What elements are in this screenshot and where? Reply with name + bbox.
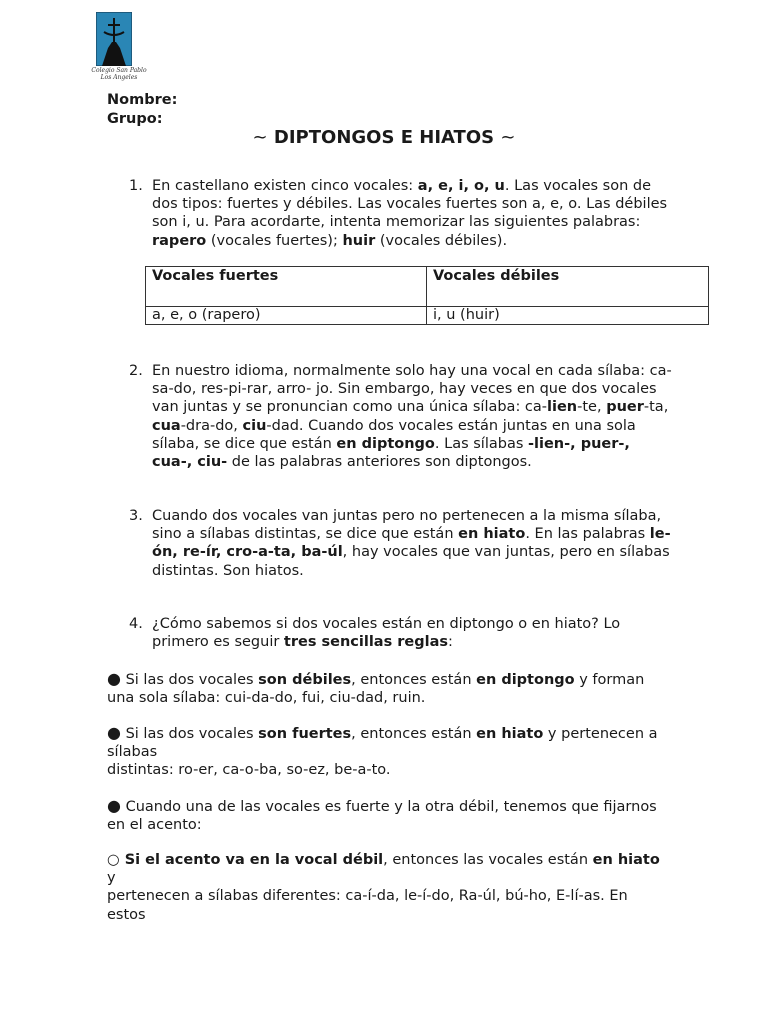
group-label: Grupo: bbox=[107, 111, 163, 127]
page-title bbox=[0, 127, 768, 148]
rule-3: ● Cuando una de las vocales es fuerte y la otra débil, tenemos que fijarnos en el acento: bbox=[107, 796, 657, 834]
rule-1: ● Si las dos vocales son débiles, entonces están en diptongo y forman una sola sílaba: cui-da-do, fui, ciu-dad, ruin. bbox=[107, 669, 645, 707]
logo-caption: Colegio San Pablo Los Angeles bbox=[91, 67, 147, 81]
table-cell-weak: i, u (huir) bbox=[427, 307, 709, 325]
school-logo bbox=[88, 12, 150, 81]
list-item-4: 4. ¿Cómo sabemos si dos vocales están en diptongo o en hiato? Lo primero es seguir tres sencillas reglas: bbox=[129, 616, 621, 651]
vowel-table bbox=[145, 266, 709, 325]
student-header bbox=[107, 91, 177, 129]
name-label: Nombre: bbox=[107, 92, 178, 108]
title-ornament-left: ~ bbox=[252, 127, 268, 148]
table-cell-strong: a, e, o (rapero) bbox=[146, 307, 427, 325]
rule-2: ● Si las dos vocales son fuertes, entonces están en hiato y pertenecen a sílabas distintas: ro-er, ca-o-ba, so-ez, be-a-to. bbox=[107, 723, 658, 779]
school-crest-icon bbox=[96, 12, 132, 66]
list-item-3: 3. Cuando dos vocales van juntas pero no pertenecen a la misma sílaba, sino a sílabas distintas, se dice que están en hiato. En las palabras le-ón, re-ír, cro-a-ta, ba-úl, hay vocales que van juntas, pero en sílabas distintas. Son hiatos. bbox=[129, 508, 671, 579]
sub-rule-1: ○ Si el acento va en la vocal débil, entonces las vocales están en hiato y pertenecen a sílabas diferentes: ca-í-da, le-í-do, Ra-úl, bú-ho, E-lí-as. En estos bbox=[107, 852, 660, 923]
table-header-strong: Vocales fuertes bbox=[146, 267, 427, 307]
list-item-2: 2. En nuestro idioma, normalmente solo hay una vocal en cada sílaba: ca-sa-do, res-pi-rar, arro- jo. Sin embargo, hay veces en que dos vocales van juntas y se pronuncian como una única sílaba: ca-lien-te, puer-ta, cua-dra-do, ciu-dad. Cuando dos vocales están juntas en una sola sílaba, se dice que están en diptongo. Las sílabas -lien-, puer-, cua-, ciu- de las palabras anteriores son diptongos. bbox=[129, 363, 672, 471]
table-header-weak: Vocales débiles bbox=[427, 267, 709, 307]
title-text: DIPTONGOS E HIATOS bbox=[273, 127, 495, 148]
list-item-1: 1. En castellano existen cinco vocales: a, e, i, o, u. Las vocales son de dos tipos: fuertes y débiles. Las vocales fuertes son a, e, o. Las débiles son i, u. Para acordarte, intenta memorizar las siguientes palabras: rapero (vocales fuertes); huir (vocales débiles). bbox=[129, 178, 668, 249]
title-ornament-right: ~ bbox=[500, 127, 516, 148]
